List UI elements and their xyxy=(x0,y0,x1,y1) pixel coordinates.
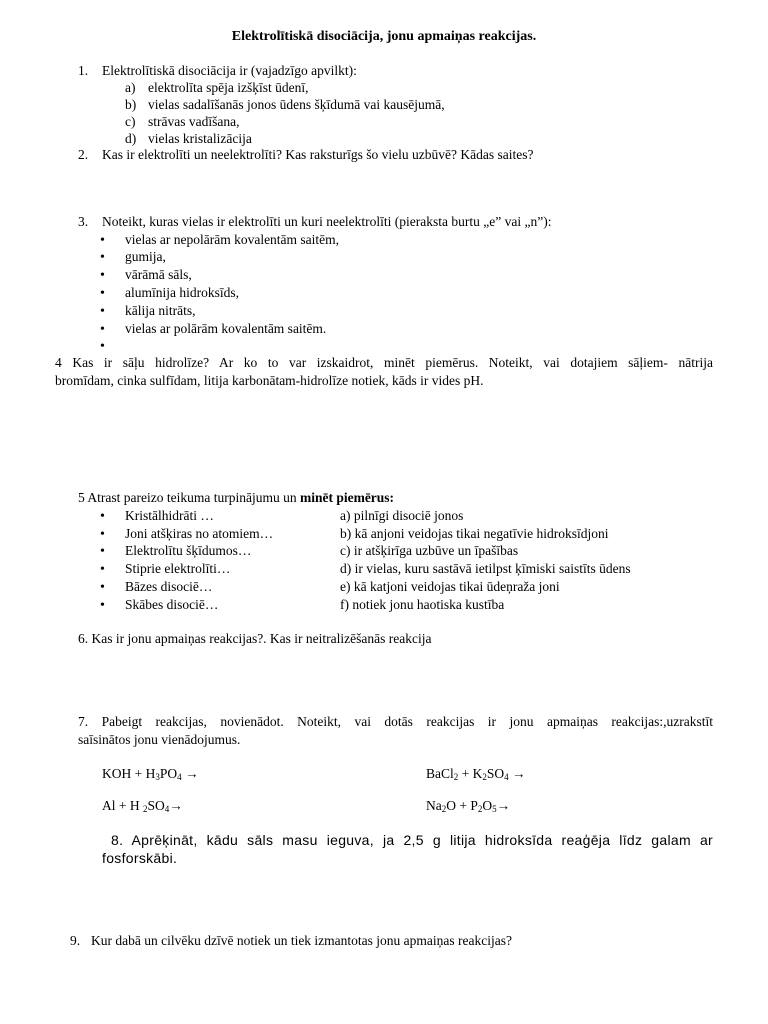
bullet-icon xyxy=(100,542,105,561)
q1-option-a-letter: a) xyxy=(125,80,136,95)
q5-right-item: e) kā katjoni veidojas tikai ūdeņraža joni xyxy=(340,579,560,594)
bullet-icon xyxy=(100,302,105,321)
bullet-icon xyxy=(100,284,105,303)
q3-item: gumija, xyxy=(125,249,166,264)
bullet-icon xyxy=(100,266,105,285)
q3-item: alumīnija hidroksīds, xyxy=(125,285,239,300)
q5-right-item: c) ir atšķirīga uzbūve un īpašības xyxy=(340,543,519,558)
q5-right-item: b) kā anjoni veidojas tikai negatīvie hidroksīdjoni xyxy=(340,526,609,541)
question-8-line-1: 8. Aprēķināt, kādu sāls masu ieguva, ja 2,5 g litija hidroksīda reaģēja līdz galam ar xyxy=(102,832,713,848)
q5-right-item: a) pilnīgi disociē jonos xyxy=(340,508,464,523)
bullet-icon xyxy=(100,560,105,579)
q1-option-c-letter: c) xyxy=(125,114,136,129)
question-6: 6. Kas ir jonu apmaiņas reakcijas?. Kas ir neitralizēšanās reakcija xyxy=(78,631,432,646)
q3-item: vārāmā sāls, xyxy=(125,267,192,282)
question-1-text: Elektrolītiskā disociācija ir (vajadzīgo apvilkt): xyxy=(102,63,357,78)
question-2-number: 2. xyxy=(78,147,89,162)
q5-left-item: Elektrolītu šķīdumos… xyxy=(125,543,252,558)
q1-option-a-text: elektrolīta spēja izšķīst ūdenī, xyxy=(148,80,309,95)
q5-left-item: Kristālhidrāti … xyxy=(125,508,214,523)
q1-option-b-text: vielas sadalīšanās jonos ūdens šķīdumā vai kausējumā, xyxy=(148,97,445,112)
page-title: Elektrolītiskā disociācija, jonu apmaiņas reakcijas. xyxy=(231,29,537,44)
q5-left-item: Skābes disociē… xyxy=(125,597,219,612)
q5-right-item: f) notiek jonu haotiska kustība xyxy=(340,597,505,612)
q5-left-item: Stiprie elektrolīti… xyxy=(125,561,231,576)
q1-option-d-text: vielas kristalizācija xyxy=(148,131,252,146)
reaction-bacl2-k2so4: BaCl$_2$ + $K_2SO_4$ → xyxy=(426,766,526,782)
question-9-text: Kur dabā un cilvēku dzīvē notiek un tiek izmantotas jonu apmaiņas reakcijas? xyxy=(91,933,512,948)
question-7-line-2: saīsinātos jonu vienādojumus. xyxy=(78,732,241,747)
q3-item: vielas ar nepolārām kovalentām saitēm, xyxy=(125,232,340,247)
q1-option-b-letter: b) xyxy=(125,97,137,112)
question-8-line-2: fosforskābi. xyxy=(102,850,178,866)
bullet-icon xyxy=(100,248,105,267)
bullet-icon xyxy=(100,507,105,526)
question-5-bold: minēt piemērus: xyxy=(299,490,395,505)
reaction-na2o-p2o5: $Na_2O + P_2O_5\to$ xyxy=(426,798,511,814)
reaction-koh-h3po4: KOH + $H_3PO_4$ → xyxy=(102,766,199,782)
question-4-line-1: 4 Kas ir sāļu hidrolīze? Ar ko to var izskaidrot, minēt piemērus. Noteikt, vai dotajiem sāļiem- nātrija xyxy=(55,355,713,370)
q5-left-item: Bāzes disociē… xyxy=(125,579,213,594)
question-5-heading xyxy=(78,489,394,507)
reaction-al-h2so4: Al + H $_2SO_4\to$ xyxy=(102,798,183,814)
bullet-icon xyxy=(100,596,105,615)
q3-item: vielas ar polārām kovalentām saitēm. xyxy=(125,321,327,336)
question-1-number: 1. xyxy=(78,63,89,78)
question-5-prefix: 5 Atrast pareizo teikuma turpinājumu un xyxy=(78,490,300,505)
question-3-number: 3. xyxy=(78,214,89,229)
question-3-text: Noteikt, kuras vielas ir elektrolīti un kuri neelektrolīti (pieraksta burtu „e” vai „n”): xyxy=(102,214,552,229)
bullet-icon xyxy=(100,578,105,597)
question-2-text: Kas ir elektrolīti un neelektrolīti? Kas raksturīgs šo vielu uzbūvē? Kādas saites? xyxy=(102,147,534,162)
question-4-line-2: bromīdam, cinka sulfīdam, litija karbonātam-hidrolīze notiek, kāds ir vides pH. xyxy=(55,373,484,388)
q3-item: kālija nitrāts, xyxy=(125,303,196,318)
q1-option-d-letter: d) xyxy=(125,131,137,146)
question-9-number: 9. xyxy=(70,933,81,948)
q5-right-item: d) ir vielas, kuru sastāvā ietilpst ķīmiski saistīts ūdens xyxy=(340,561,631,576)
q1-option-c-text: strāvas vadīšana, xyxy=(148,114,240,129)
question-7-line-1: 7. Pabeigt reakcijas, novienādot. Noteikt, vai dotās reakcijas ir jonu apmaiņas reakcijas:,uzrakstīt xyxy=(78,714,713,729)
q5-left-item: Joni atšķiras no atomiem… xyxy=(125,526,274,541)
